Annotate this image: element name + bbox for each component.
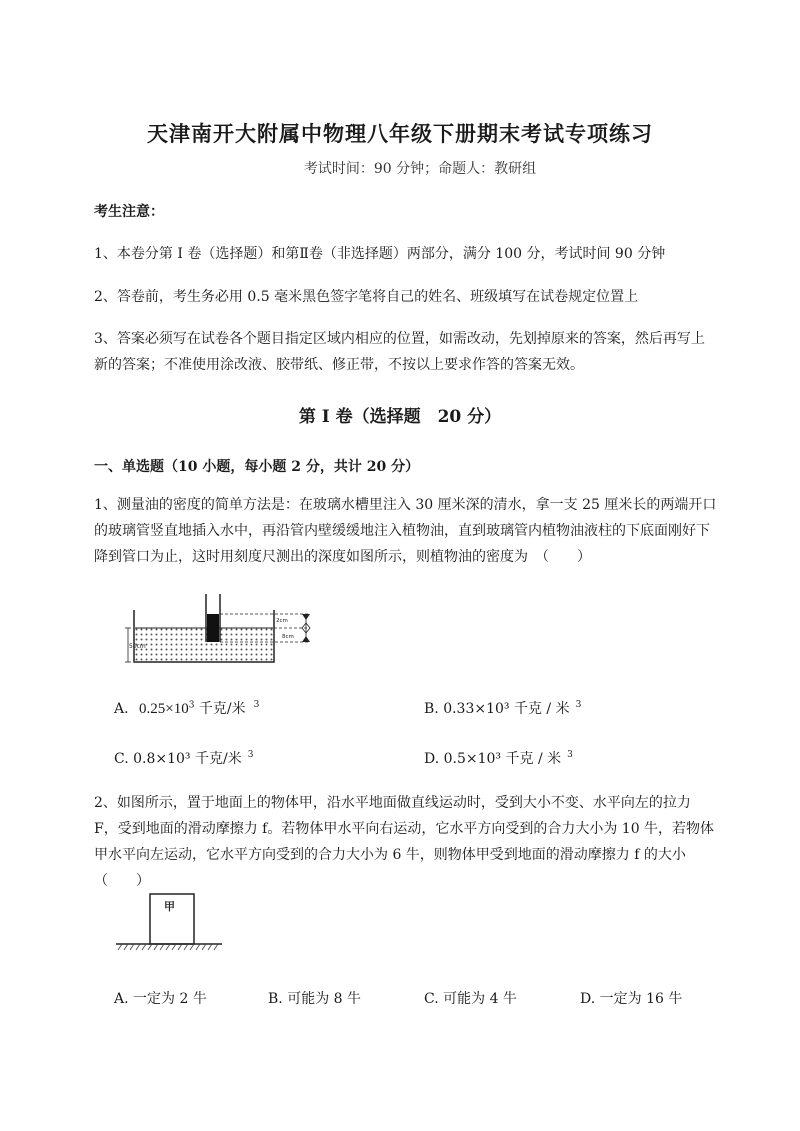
label-50cm: 50cm (129, 643, 146, 650)
option-1c-exp: 3 (247, 750, 254, 761)
part-heading: 一、单选题（10 小题，每小题 2 分，共计 20 分） (94, 459, 420, 475)
label-2cm: 2cm (276, 618, 288, 624)
option-1a-unit: 千克/米 (194, 701, 246, 717)
option-1a[interactable] (114, 698, 259, 718)
option-1d-text: D. 0.5×10³ 千克 / 米 (424, 751, 562, 767)
notice-item-1: 1、本卷分第 I 卷（选择题）和第Ⅱ卷（非选择题）两部分，满分 100 分，考试时间 90 分钟 (94, 246, 666, 262)
question-2-figure (114, 892, 224, 954)
option-2a[interactable]: A. 一定为 2 牛 (114, 991, 207, 1007)
option-1b-exp: 3 (575, 700, 582, 711)
option-2d[interactable]: D. 一定为 16 牛 (580, 991, 683, 1007)
block-label: 甲 (164, 900, 175, 913)
option-1d[interactable] (424, 748, 573, 768)
option-1b[interactable] (424, 698, 581, 718)
exam-info: 考试时间：90 分钟；命题人：教研组 (303, 161, 537, 177)
option-1c-text: C. 0.8×10³ 千克/米 (114, 751, 242, 767)
notice-heading: 考生注意： (94, 204, 164, 220)
option-1c[interactable] (114, 748, 253, 768)
option-1a-exp: 3 (188, 700, 195, 711)
option-1a-value: 0.25×10 (139, 701, 189, 717)
notice-item-3: 3、答案必须写在试卷各个题目指定区域内相应的位置，如需改动，先划掉原来的答案，然后再写上新的答案；不准使用涂改液、胶带纸、修正带，不按以上要求作答的答案无效。 (94, 331, 705, 373)
section-title: 第 I 卷（选择题 20 分） (298, 407, 502, 427)
option-2c[interactable]: C. 可能为 4 牛 (424, 991, 517, 1007)
option-2b[interactable]: B. 可能为 8 牛 (268, 991, 361, 1007)
option-1a-unit-exp: 3 (253, 700, 260, 711)
label-8cm: 8cm (282, 634, 294, 640)
option-1d-exp: 3 (567, 750, 573, 761)
document-title: 天津南开大附属中物理八年级下册期末考试专项练习 (147, 122, 653, 146)
question-2-stem: 2、如图所示，置于地面上的物体甲，沿水平地面做直线运动时，受到大小不变、水平向左的拉力 F，受到地面的滑动摩擦力 f。若物体甲水平向右运动，它水平方向受到的合力大小为 10 牛，若物体甲水平向左运动，它水平方向受到的合力大小为 6 牛，则物体甲受到地面的滑动摩擦力 f 的大小（ ） (94, 795, 715, 889)
question-1-figure (124, 592, 324, 672)
notice-item-2: 2、答卷前，考生务必用 0.5 毫米黑色签字笔将自己的姓名、班级填写在试卷规定位置上 (94, 289, 639, 305)
option-1b-text: B. 0.33×10³ 千克 / 米 (424, 701, 570, 717)
option-1a-prefix: A. (114, 701, 129, 717)
question-1-stem: 1、测量油的密度的简单方法是：在玻璃水槽里注入 30 厘米深的清水，拿一支 25 厘米长的两端开口的玻璃管竖直地插入水中，再沿管内壁缓缓地注入植物油，直到玻璃管内植物油液柱的下底面刚好下降到管口为止，这时用刻度尺测出的深度如图所示，则植物油的密度为 （ ） (94, 497, 717, 565)
